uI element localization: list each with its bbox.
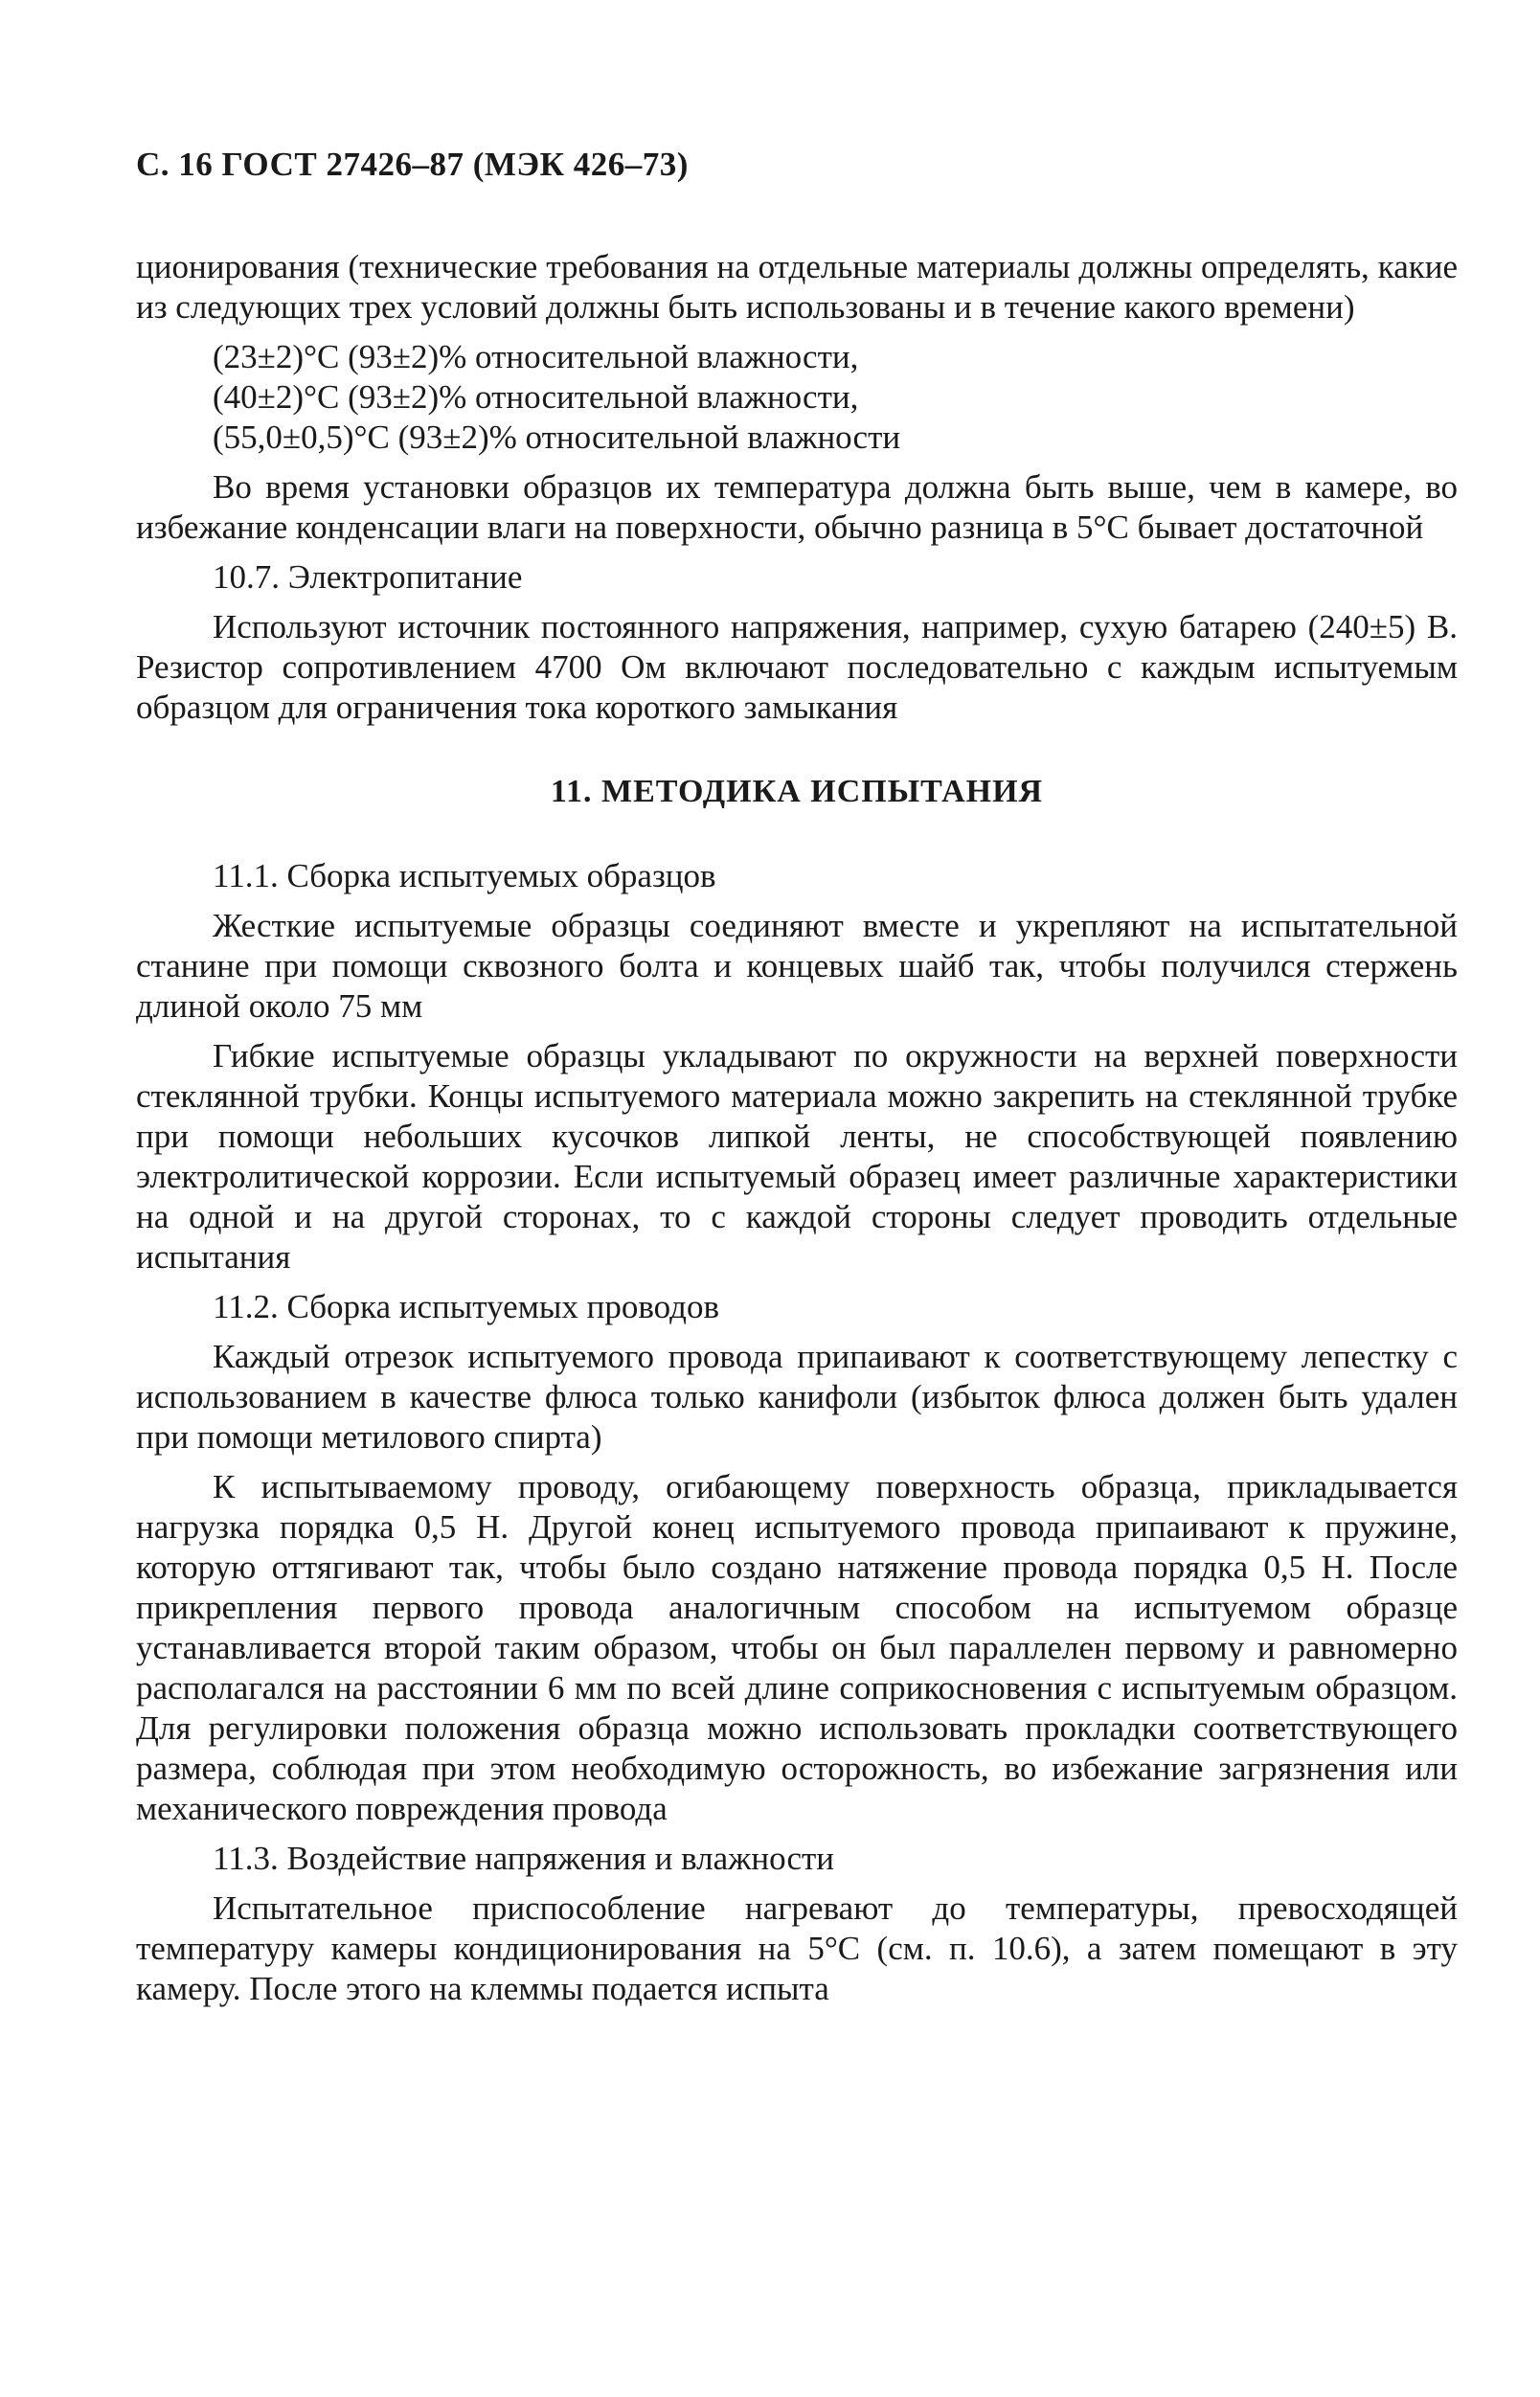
condition-item: (55,0±0,5)°С (93±2)% относительной влажности (213, 418, 901, 456)
power-supply-paragraph: Используют источник постоянного напряжения, например, сухую батарею (240±5) В. Резистор сопротивлением 4700 Ом включают последовательно с каждым испытуемым образцом для ограничения тока короткого замыкания (136, 608, 1458, 726)
subsection-title-11-1: 11.1. Сборка испытуемых образцов (213, 857, 716, 894)
flexible-samples-paragraph: Гибкие испытуемые образцы укладывают по окружности на верхней поверхности стеклянной трубки. Концы испытуемого материала можно закрепить на стеклянной трубке при помощи небольших кусочков липкой ленты, не способствующей появлению электролитической коррозии. Если испытуемый образец имеет различные характеристики на одной и на другой сторонах, то с каждой стороны следует проводить отдельные испытания (136, 1037, 1458, 1276)
wire-tension-paragraph: К испытываемому проводу, огибающему поверхность образца, прикладывается нагрузка порядка 0,5 Н. Другой конец испытуемого провода припаивают к пружине, которую оттягивают так, чтобы было создано натяжение провода порядка 0,5 Н. После прикрепления первого провода аналогичным способом на испытуемом образце устанавливается второй таким образом, чтобы он был параллелен первому и равномерно располагался на расстоянии 6 мм по всей длине соприкосновения с испытуемым образцом. Для регулировки положения образца можно использовать прокладки соответствующего размера, соблюдая при этом необходимую осторожность, во избежание загрязнения или механического повреждения провода (136, 1468, 1458, 1827)
document-page (136, 144, 1458, 2019)
condition-item: (23±2)°С (93±2)% относительной влажности, (213, 338, 859, 375)
page-header: С. 16 ГОСТ 27426–87 (МЭК 426–73) (136, 146, 689, 183)
subsection-title-11-2: 11.2. Сборка испытуемых проводов (213, 1288, 719, 1325)
voltage-humidity-paragraph: Испытательное приспособление нагревают до температуры, превосходящей температуру камеры кондиционирования на 5°С (см. п. 10.6), а затем помещают в эту камеру. После этого на клеммы подается испыта (136, 1889, 1458, 2007)
subsection-title-11-3: 11.3. Воздействие напряжения и влажности (213, 1840, 835, 1877)
subsection-title-10-7: 10.7. Электропитание (213, 558, 523, 596)
wire-soldering-paragraph: Каждый отрезок испытуемого провода припаивают к соответствующему лепестку с использованием в качестве флюса только канифоли (избыток флюса должен быть удален при помощи метилового спирта) (136, 1338, 1458, 1456)
intro-paragraph: ционирования (технические требования на отдельные материалы должны определять, какие из следующих трех условий должны быть использованы и в течение какого времени) (136, 248, 1458, 326)
conditions-list (136, 337, 1458, 458)
section-title-11: 11. МЕТОДИКА ИСПЫТАНИЯ (550, 774, 1044, 809)
install-temperature-paragraph: Во время установки образцов их температура должна быть выше, чем в камере, во избежание конденсации влаги на поверхности, обычно разница в 5°С бывает достаточной (136, 468, 1458, 546)
rigid-samples-paragraph: Жесткие испытуемые образцы соединяют вместе и укрепляют на испытательной станине при помощи сквозного болта и концевых шайб так, чтобы получился стержень длиной около 75 мм (136, 907, 1458, 1025)
condition-item: (40±2)°С (93±2)% относительной влажности, (213, 378, 859, 416)
